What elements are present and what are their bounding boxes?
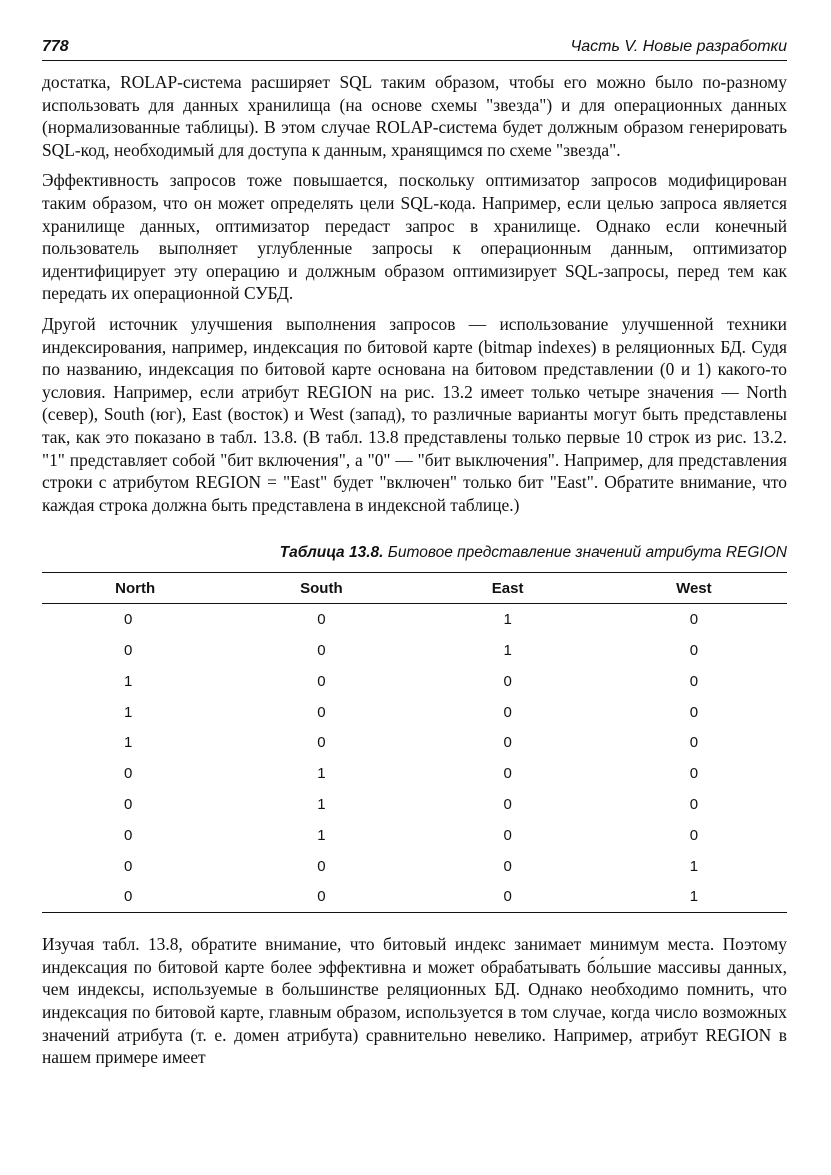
cell-south: 0 <box>228 881 414 912</box>
cell-east: 0 <box>503 765 512 783</box>
paragraph-3: Другой источник улучшения выполнения запросов — использование улучшенной техники индексирования, например, индексация по битовой карте (bitmap indexes) в реляционных БД. Судя по названию, индексация по битовой карте основана на битовом представлении (0 и 1) какого-то условия. Например, если атрибут REGION на рис. 13.2 имеет только четыре значения — North (север), South (юг), East (восток) и West (запад), то различные варианты могут быть представлены так, как это показано в табл. 13.8. (В табл. 13.8 представлены только первые 10 строк из рис. 13.2. "1" представляет собой "бит включения", а "0" — "бит выключения". Например, для представления строки с атрибутом REGION = "East" будет "включен" только бит "East". Обратите внимание, что каждая строка должна быть представлена в индексной таблице.) <box>42 313 787 515</box>
cell-north: 0 <box>123 857 133 875</box>
paragraph-after-table: Изучая табл. 13.8, обратите внимание, что битовый индекс занимает минимум места. Поэтому индексация по битовой карте более эффективна и может обрабатывать бо́льшие массивы данных, чем индексы, используемые в большинстве реляционных БД. Однако необходимо помнить, что индексация по битовой карте, главным образом, используется в том случае, когда число возможных значений атрибута (т. е. домен атрибута) сравнительно невелико. Например, атрибут REGION в нашем примере имеет <box>42 934 787 1068</box>
running-title: Часть V. Новые разработки <box>570 38 787 55</box>
cell-west: 0 <box>689 765 699 783</box>
cell-west: 0 <box>689 611 699 629</box>
cell-east: 1 <box>503 641 512 659</box>
cell-north: 0 <box>42 881 228 912</box>
cell-south: 0 <box>317 641 326 659</box>
table-row <box>42 789 787 820</box>
cell-east: 0 <box>503 703 512 721</box>
bitmap-table <box>42 572 787 913</box>
cell-south: 1 <box>317 765 326 783</box>
cell-west: 0 <box>689 795 699 813</box>
table-row <box>42 635 787 666</box>
cell-west: 1 <box>601 881 787 912</box>
table-body <box>42 604 787 913</box>
column-header-south: South <box>228 573 414 604</box>
cell-north: 1 <box>123 672 133 690</box>
cell-west: 0 <box>689 734 699 752</box>
table-row <box>42 820 787 851</box>
cell-east: 0 <box>503 857 512 875</box>
cell-west: 0 <box>689 703 699 721</box>
cell-east: 0 <box>503 826 512 844</box>
cell-south: 0 <box>317 672 326 690</box>
cell-north: 1 <box>123 703 133 721</box>
cell-south: 0 <box>317 857 326 875</box>
cell-west: 0 <box>689 641 699 659</box>
cell-south: 1 <box>317 826 326 844</box>
table-row <box>42 697 787 728</box>
cell-east: 0 <box>415 881 601 912</box>
table-row <box>42 666 787 697</box>
table-row <box>42 727 787 758</box>
page-number: 778 <box>42 38 69 55</box>
cell-south: 0 <box>317 734 326 752</box>
table-row <box>42 851 787 882</box>
table-row <box>42 604 787 635</box>
cell-east: 1 <box>503 611 512 629</box>
cell-north: 0 <box>123 826 133 844</box>
cell-east: 0 <box>503 734 512 752</box>
cell-south: 0 <box>317 611 326 629</box>
cell-east: 0 <box>503 672 512 690</box>
table-row <box>42 758 787 789</box>
cell-north: 0 <box>123 611 133 629</box>
cell-west: 0 <box>689 672 699 690</box>
paragraph-2: Эффективность запросов тоже повышается, поскольку оптимизатор запросов модифицирован таким образом, что он может определять цели SQL-кода. Например, если целью запроса является хранилище данных, оптимизатор передаст запрос в хранилище. Однако если конечный пользователь выполняет углубленные запросы к операционным данным, оптимизатор идентифицирует эту операцию и должным образом оптимизирует SQL-запросы, перед тем как передать их операционной СУБД. <box>42 170 787 304</box>
paragraph-1: достатка, ROLAP-система расширяет SQL таким образом, чтобы его можно было по-разному использовать для данных хранилища (на основе схемы "звезда") и для операционных данных (нормализованные таблицы). В этом случае ROLAP-система будет должным образом генерировать SQL-код, необходимый для доступа к данным, хранящимся по схеме "звезда". <box>42 72 787 160</box>
table-row <box>42 881 787 912</box>
cell-south: 1 <box>317 795 326 813</box>
table-header-row <box>42 573 787 604</box>
book-page <box>42 38 787 1069</box>
table-caption-number: Таблица 13.8. <box>279 544 384 562</box>
cell-west: 0 <box>689 826 699 844</box>
cell-north: 1 <box>123 734 133 752</box>
running-header <box>42 38 787 61</box>
cell-north: 0 <box>123 795 133 813</box>
cell-west: 1 <box>689 857 699 875</box>
cell-north: 0 <box>123 641 133 659</box>
cell-south: 0 <box>317 703 326 721</box>
column-header-west: West <box>601 573 787 604</box>
table-caption <box>42 544 787 562</box>
column-header-north: North <box>42 573 228 604</box>
table-caption-text: Битовое представление значений атрибута REGION <box>387 544 787 562</box>
column-header-east: East <box>415 573 601 604</box>
cell-north: 0 <box>123 765 133 783</box>
cell-east: 0 <box>503 795 512 813</box>
